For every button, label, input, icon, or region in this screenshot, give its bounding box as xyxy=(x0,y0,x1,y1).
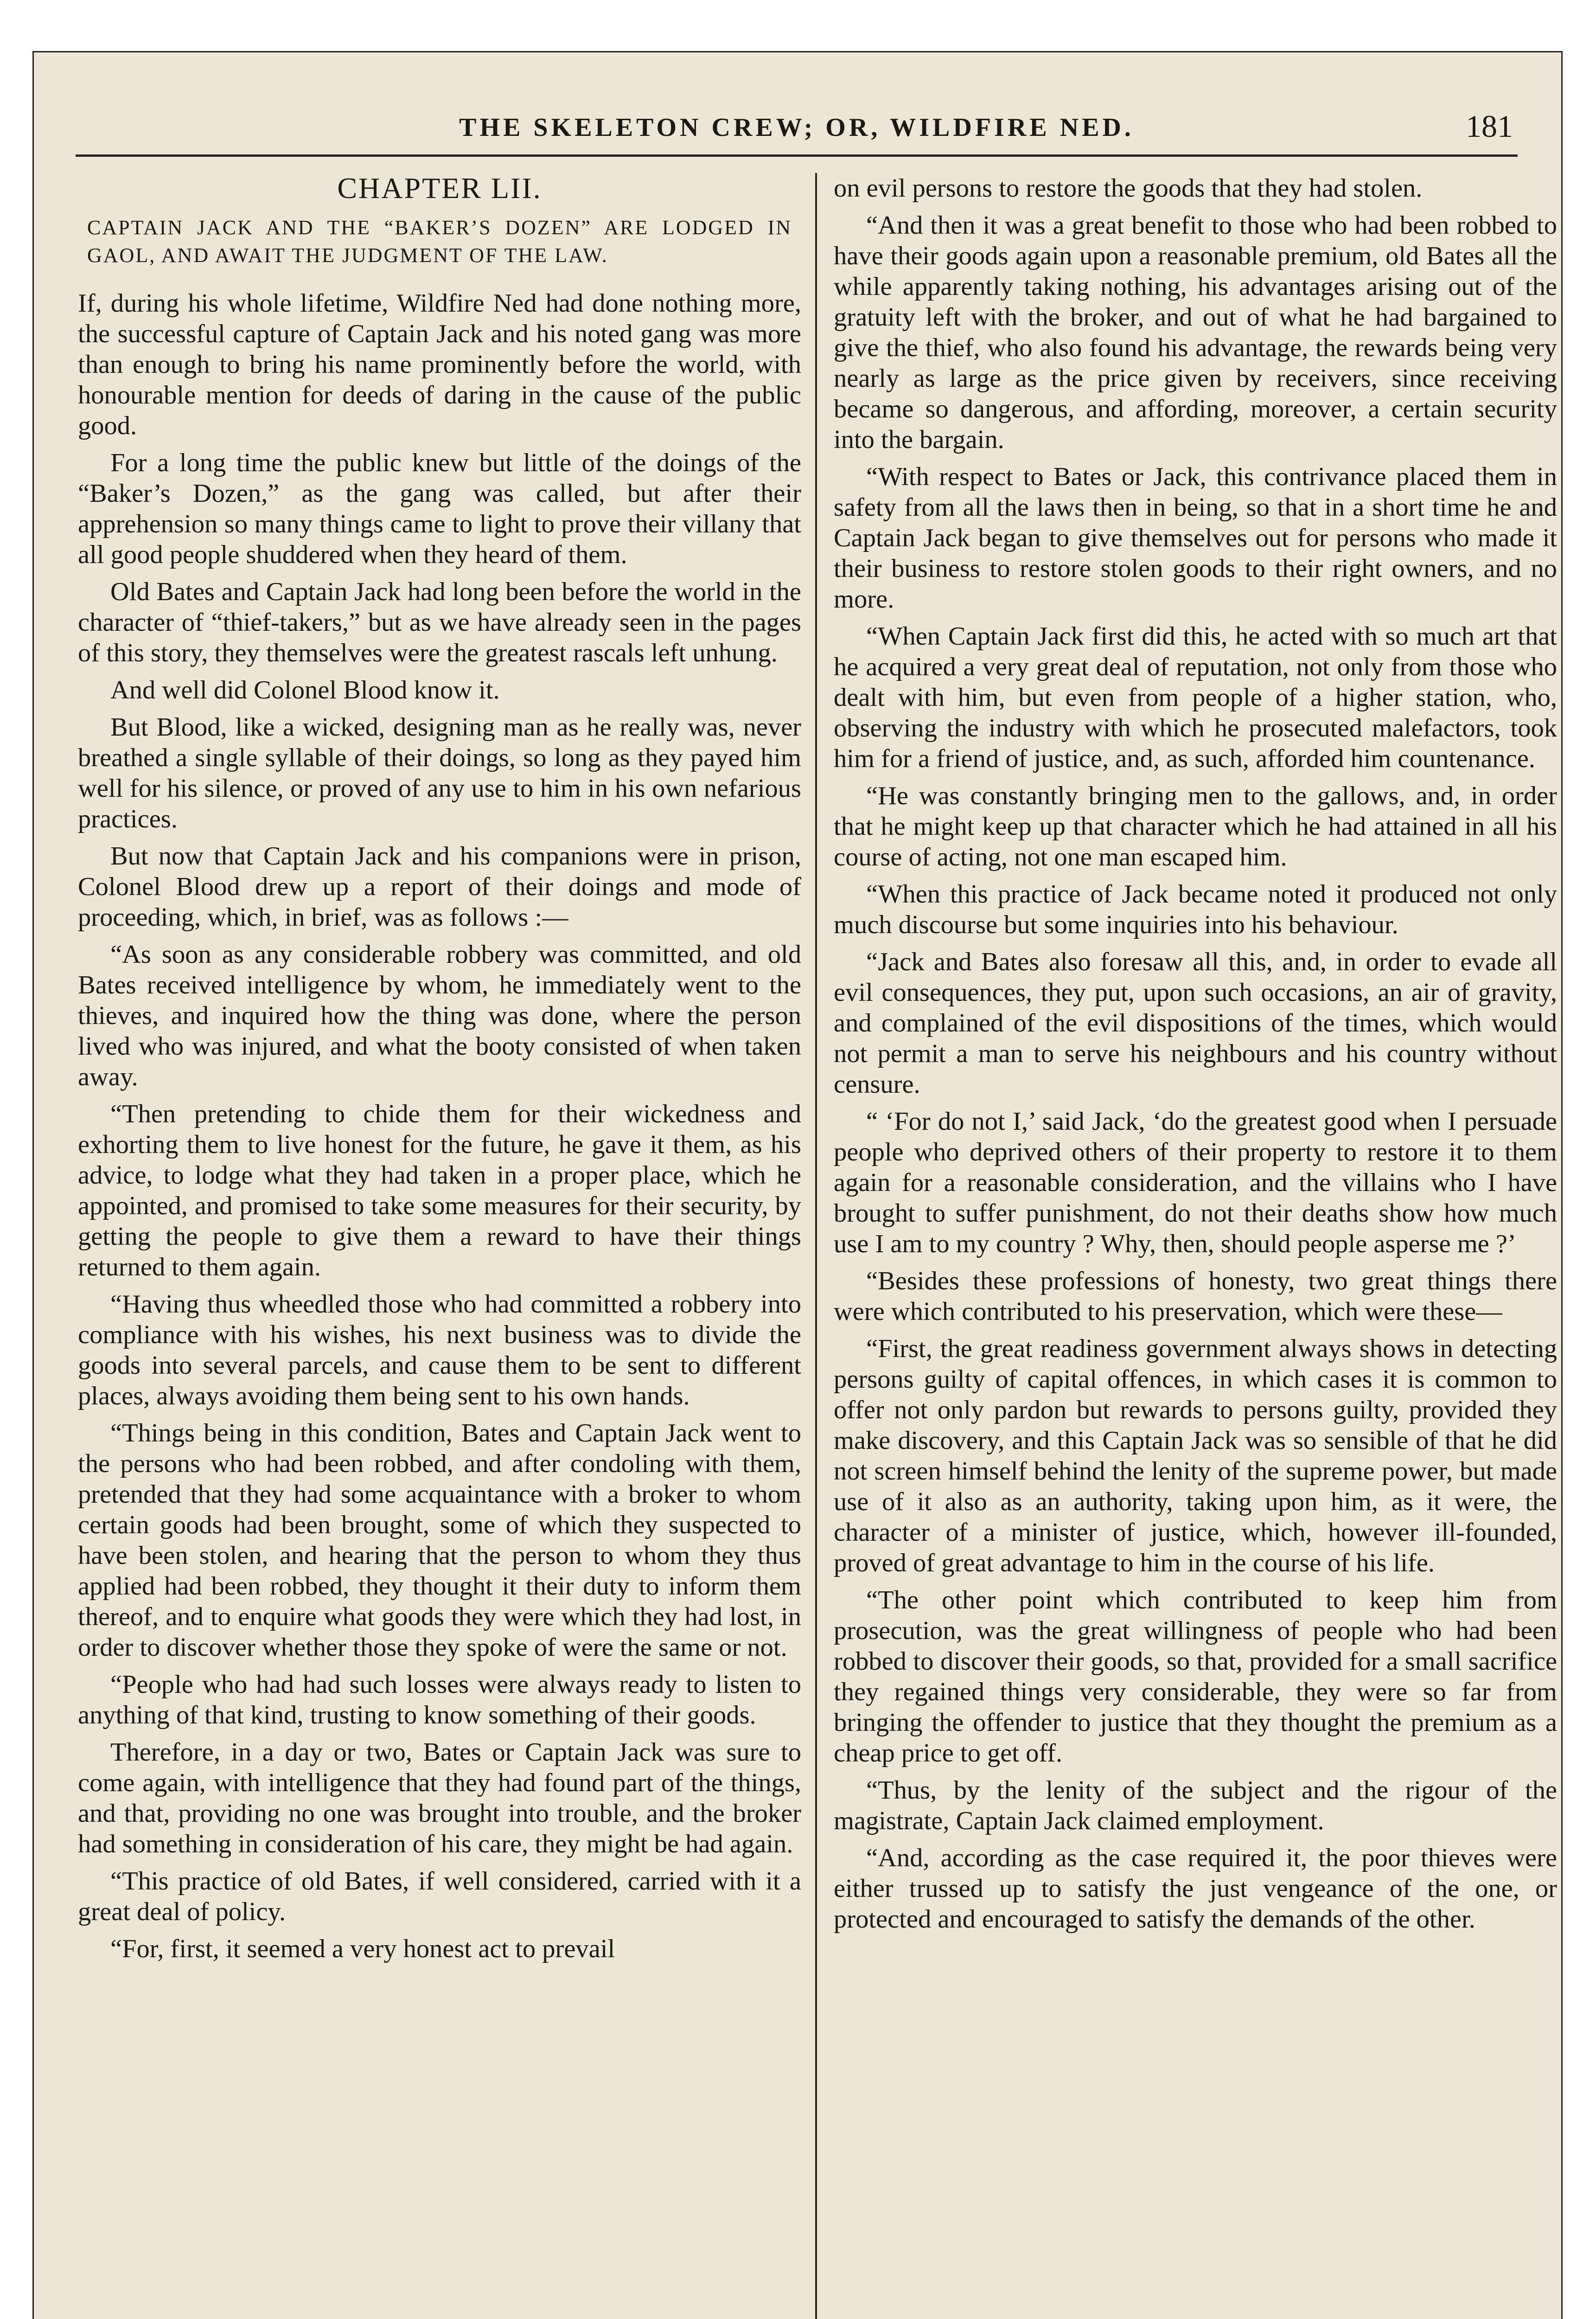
paragraph: “And, according as the case required it, the poor thieves were either trussed up to satisfy the just vengeance of the one, or protected and encouraged to satisfy the demands of the other. xyxy=(834,1844,1557,1934)
paragraph: “Jack and Bates also foresaw all this, and, in order to evade all evil consequences, they put, upon such occasions, an air of gravity, and complained of the evil dispositions of the times, which would not permit a man to serve his neighbours and his country without censure. xyxy=(834,948,1557,1099)
paragraph: “For, first, it seemed a very honest act to prevail xyxy=(110,1935,615,1963)
paragraph: “He was constantly bringing men to the gallows, and, in order that he might keep up that character which he had attained in all his course of acting, not one man escaped him. xyxy=(834,782,1557,871)
paragraph: “Having thus wheedled those who had committed a robbery into compliance with his wishes, his next business was to divide the goods into several parcels, and cause them to be sent to different places, always avoiding them being sent to his own hands. xyxy=(78,1290,801,1410)
paragraph: And well did Colonel Blood know it. xyxy=(110,676,500,705)
page-header xyxy=(76,76,1518,157)
paragraph: “The other point which contributed to keep him from prosecution, was the great willingness of people who had been robbed to discover their goods, so that, provided for a small sacrifice they regained things very considerable, they were so far from bringing the offender to justice that they thought the premium as a cheap price to get off. xyxy=(834,1586,1557,1768)
paragraph: “Besides these professions of honesty, two great things there were which contributed to his preservation, which were these— xyxy=(834,1267,1557,1326)
chapter-title: CHAPTER LII. xyxy=(337,173,542,205)
paragraph: Old Bates and Captain Jack had long been before the world in the character of “thief-takers,” but as we have already seen in the pages of this story, they themselves were the greatest rascals left unhung. xyxy=(78,577,801,667)
paragraph: If, during his whole lifetime, Wildfire Ned had done nothing more, the successful capture of Captain Jack and his noted gang was more than enough to bring his name prominently before the world, with honourable mention for deeds of daring in the cause of the public good. xyxy=(78,289,801,440)
paragraph: For a long time the public knew but little of the doings of the “Baker’s Dozen,” as the gang was called, but after their apprehension so many things came to light to prove their villany that all good people shuddered when they heard of them. xyxy=(78,448,801,569)
left-column xyxy=(78,173,801,2319)
paragraph: But now that Captain Jack and his companions were in prison, Colonel Blood drew up a report of their doings and mode of proceeding, which, in brief, was as follows :— xyxy=(78,842,801,932)
magazine-page xyxy=(32,51,1563,2319)
paragraph: “When this practice of Jack became noted it produced not only much discourse but some inquiries into his behaviour. xyxy=(834,880,1557,939)
paragraph: “With respect to Bates or Jack, this contrivance placed them in safety from all the laws then in being, so that in a short time he and Captain Jack began to give themselves out for persons who made it their business to restore stolen goods to their right owners, and no more. xyxy=(834,462,1557,614)
paragraph: “This practice of old Bates, if well considered, carried with it a great deal of policy. xyxy=(78,1867,801,1926)
chapter-summary: CAPTAIN JACK AND THE “BAKER’S DOZEN” ARE LODGED IN GAOL, AND AWAIT THE JUDGMENT OF THE LAW. xyxy=(87,216,792,267)
running-head: THE SKELETON CREW; OR, WILDFIRE NED. xyxy=(459,113,1134,142)
paragraph: on evil persons to restore the goods that they had stolen. xyxy=(834,174,1423,203)
paragraph: But Blood, like a wicked, designing man as he really was, never breathed a single syllable of their doings, so long as they payed him well for his silence, or proved of any use to him in his own nefarious practices. xyxy=(78,713,801,833)
paragraph: “People who had had such losses were always ready to listen to anything of that kind, trusting to know something of their goods. xyxy=(78,1670,801,1730)
paragraph: “Things being in this condition, Bates and Captain Jack went to the persons who had been robbed, and after condoling with them, pretended that they had some acquaintance with a broker to whom certain goods had been brought, some of which they suspected to have been stolen, and hearing that the person to whom they thus applied had been robbed, they thought it their duty to inform them thereof, and to enquire what goods they were which they had lost, in order to discover whether those they spoke of were the same or not. xyxy=(78,1419,801,1662)
paragraph: “Thus, by the lenity of the subject and the rigour of the magistrate, Captain Jack claimed employment. xyxy=(834,1776,1557,1835)
paragraph: “When Captain Jack first did this, he acted with so much art that he acquired a very great deal of reputation, not only from those who dealt with him, but even from people of a higher station, who, observing the industry with which he prosecuted malefactors, took him for a friend of justice, and, as such, afforded him countenance. xyxy=(834,622,1557,773)
paragraph: “And then it was a great benefit to those who had been robbed to have their goods again upon a reasonable premium, old Bates all the while apparently taking nothing, his advantages arising out of the gratuity left with the broker, and out of what he had bargained to give the thief, who also found his advantage, the rewards being very nearly as large as the price given by receivers, since receiving became so dangerous, and affording, moreover, a certain security into the bargain. xyxy=(834,211,1557,454)
column-rule xyxy=(815,173,817,2319)
paragraph: “ ‘For do not I,’ said Jack, ‘do the greatest good when I persuade people who deprived others of their property to restore it to them again for a reasonable consideration, and the villains who I have brought to suffer punishment, do not their deaths show how much use I am to my country ? Why, then, should people asperse me ?’ xyxy=(834,1107,1557,1258)
paragraph: “As soon as any considerable robbery was committed, and old Bates received intelligence by whom, he immediately went to the thieves, and inquired how the thing was done, where the person lived who was injured, and what the booty consisted of when taken away. xyxy=(78,940,801,1091)
page-number: 181 xyxy=(1466,109,1513,144)
right-column xyxy=(834,173,1557,2319)
paragraph: Therefore, in a day or two, Bates or Captain Jack was sure to come again, with intelligence that they had found part of the things, and that, providing no one was brought into trouble, and the broker had something in consideration of his care, they might be had again. xyxy=(78,1738,801,1858)
paragraph: “First, the great readiness government always shows in detecting persons guilty of capital offences, in which cases it is common to offer not only pardon but rewards to persons guilty, provided they make discovery, and this Captain Jack was so sensible of that he did not screen himself behind the lenity of the supreme power, but made use of it also as an authority, taking upon him, as it were, the character of a minister of justice, which, however ill-founded, proved of great advantage to him in the course of his life. xyxy=(834,1334,1557,1577)
paragraph: “Then pretending to chide them for their wickedness and exhorting them to live honest for the future, he gave it them, as his advice, to lodge what they had taken in a proper place, which he appointed, and promised to take some measures for their security, by getting the people to give them a reward to have their things returned to them again. xyxy=(78,1100,801,1281)
